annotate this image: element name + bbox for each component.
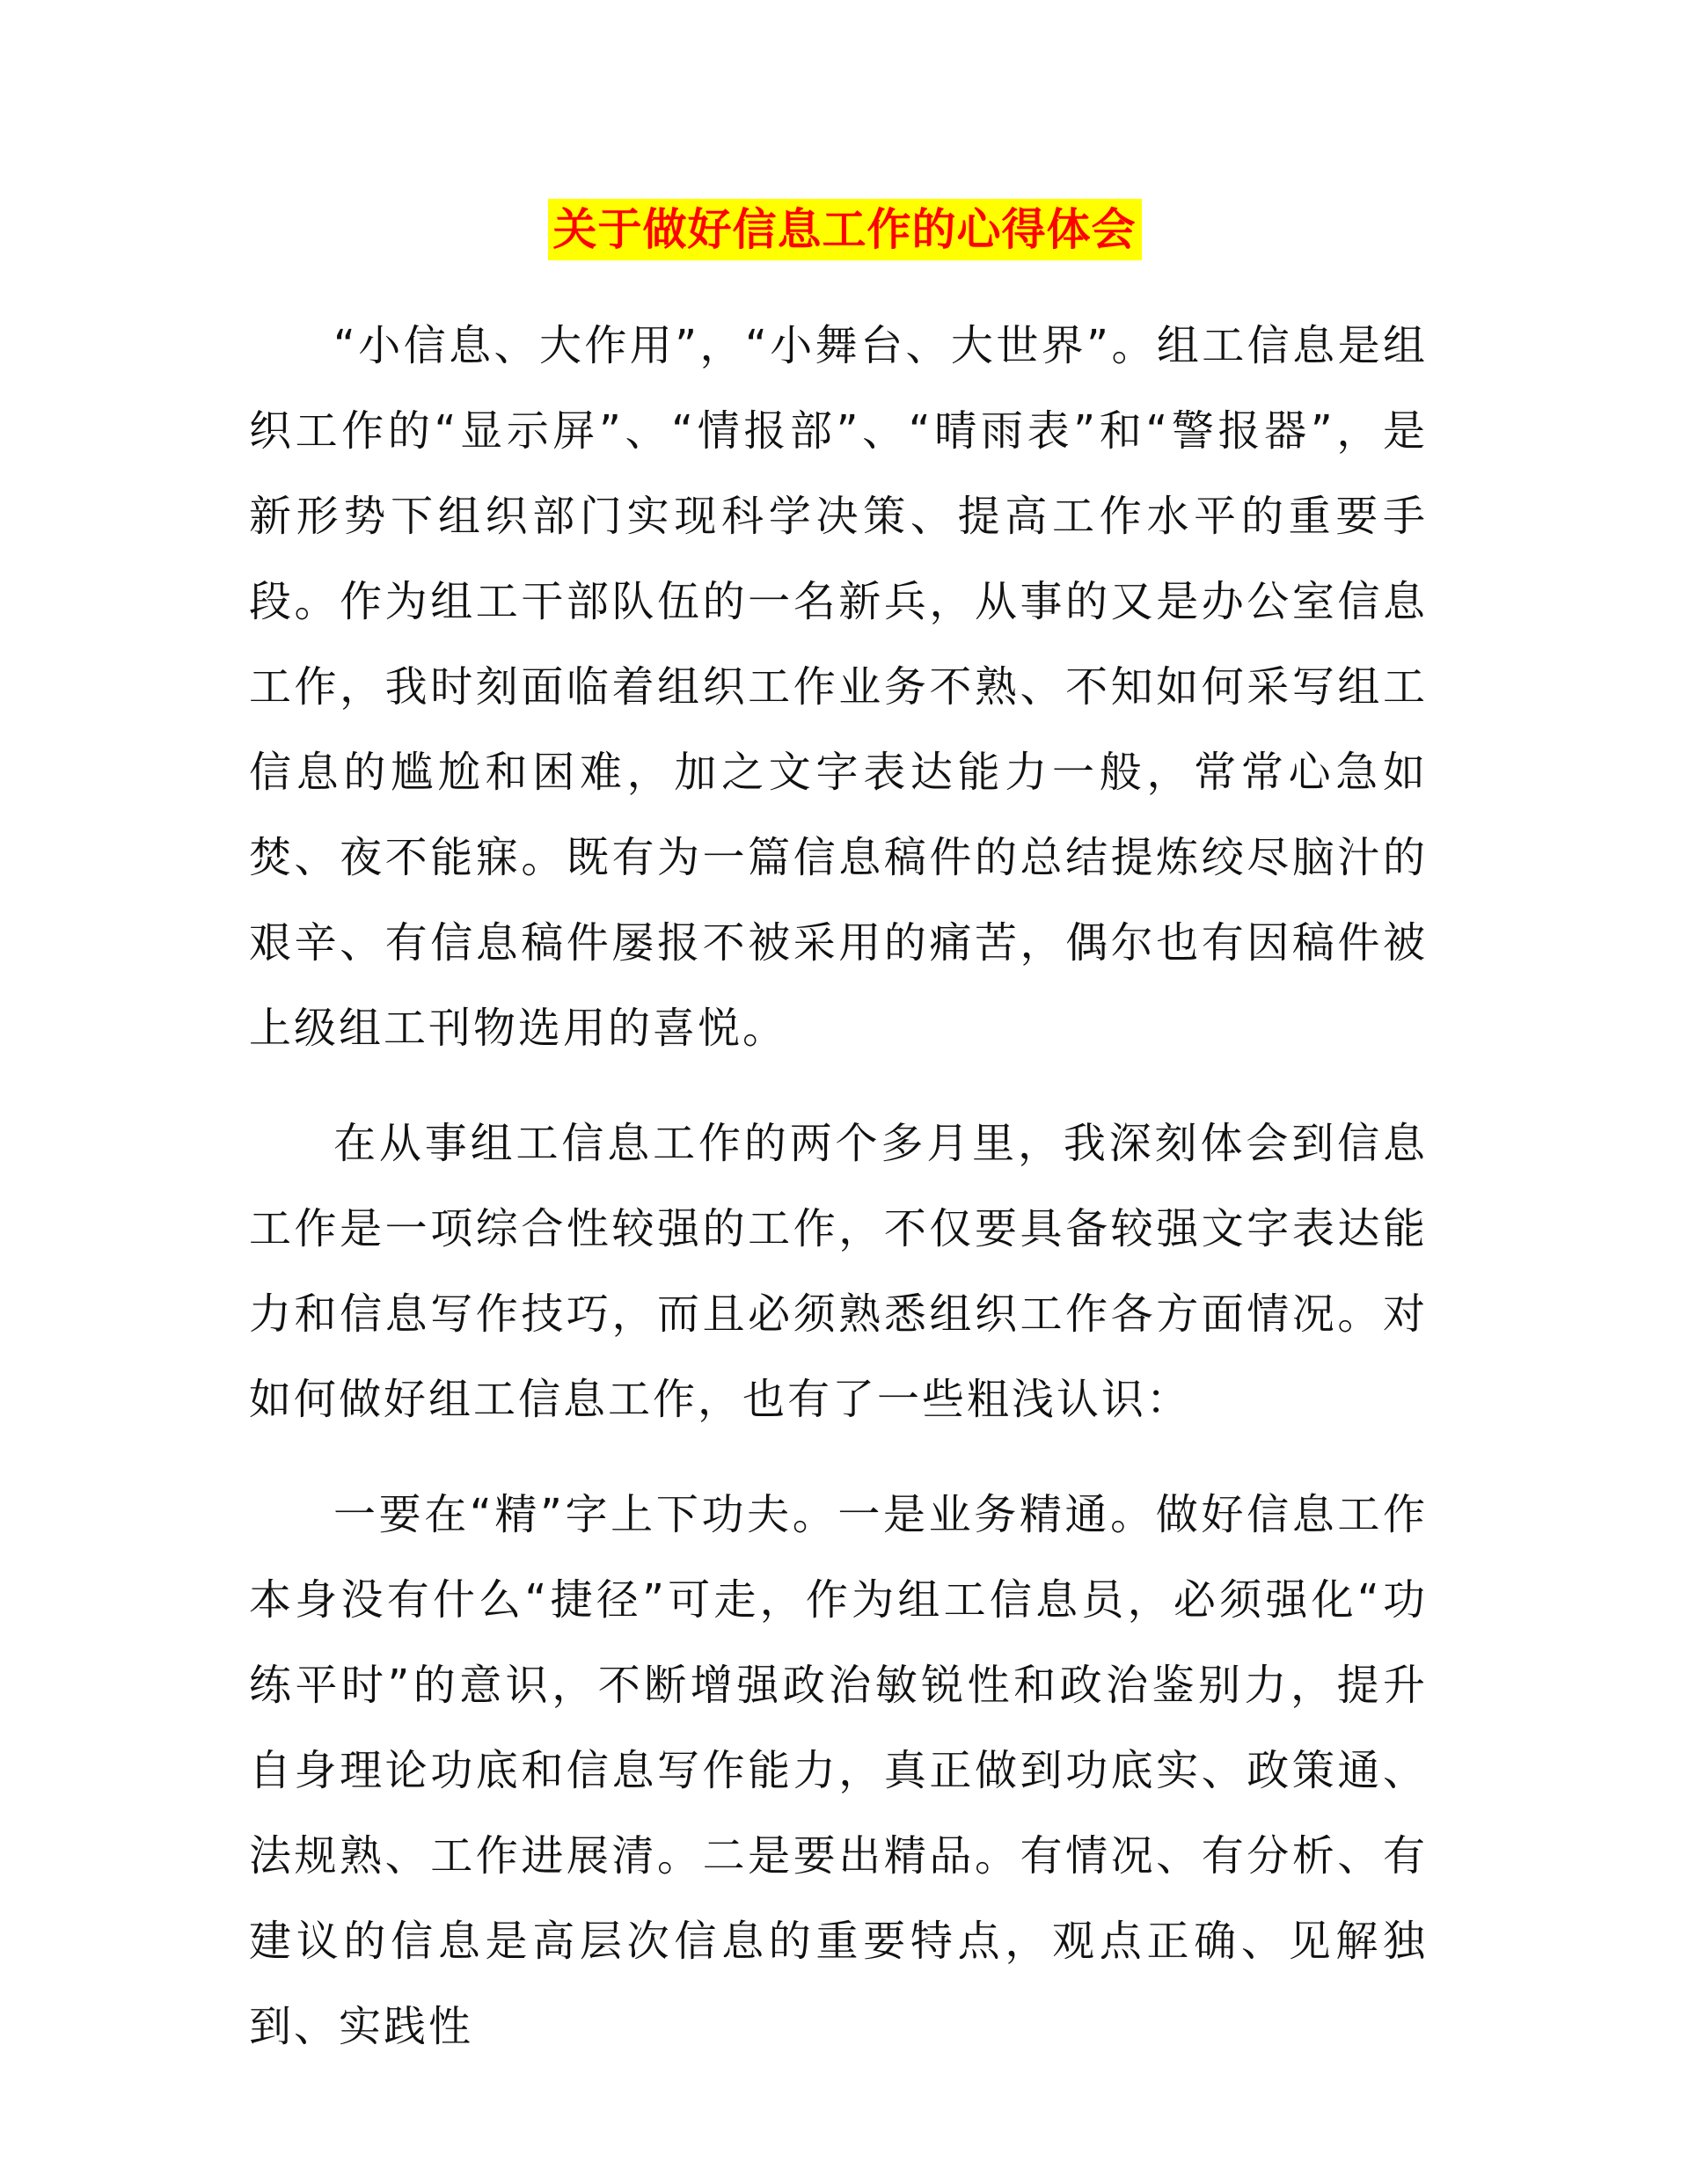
paragraph-intro: “小信息、大作用”，“小舞台、大世界”。组工信息是组织工作的“显示屏”、“情报部”、“晴雨表”和“警报器”，是新形势下组织部门实现科学决策、提高工作水平的重要手段。作为组工干部队伍的一名新兵，从事的又是办公室信息工作，我时刻面临着组织工作业务不熟、不知如何采写组工信息的尴尬和困难，加之文字表达能力一般，常常心急如焚、夜不能寐。既有为一篇信息稿件的总结提炼绞尽脑汁的艰辛、有信息稿件屡报不被采用的痛苦，偶尔也有因稿件被上级组工刊物选用的喜悦。	[249, 321, 1428, 1053]
document-body	[249, 303, 1428, 2100]
paragraph-point-one: 一要在“精”字上下功夫。一是业务精通。做好信息工作本身没有什么“捷径”可走，作为组工信息员，必须强化“功练平时”的意识，不断增强政治敏锐性和政治鉴别力，提升自身理论功底和信息写作能力，真正做到功底实、政策通、法规熟、工作进展清。二是要出精品。有情况、有分析、有建议的信息是高层次信息的重要特点，观点正确、见解独到、实践性	[249, 1490, 1428, 2051]
title-container	[0, 199, 1689, 260]
document-title: 关于做好信息工作的心得体会	[548, 199, 1142, 260]
paragraph-experience: 在从事组工信息工作的两个多月里，我深刻体会到信息工作是一项综合性较强的工作，不仅要具备较强文字表达能力和信息写作技巧，而且必须熟悉组织工作各方面情况。对如何做好组工信息工作，也有了一些粗浅认识：	[249, 1119, 1428, 1424]
